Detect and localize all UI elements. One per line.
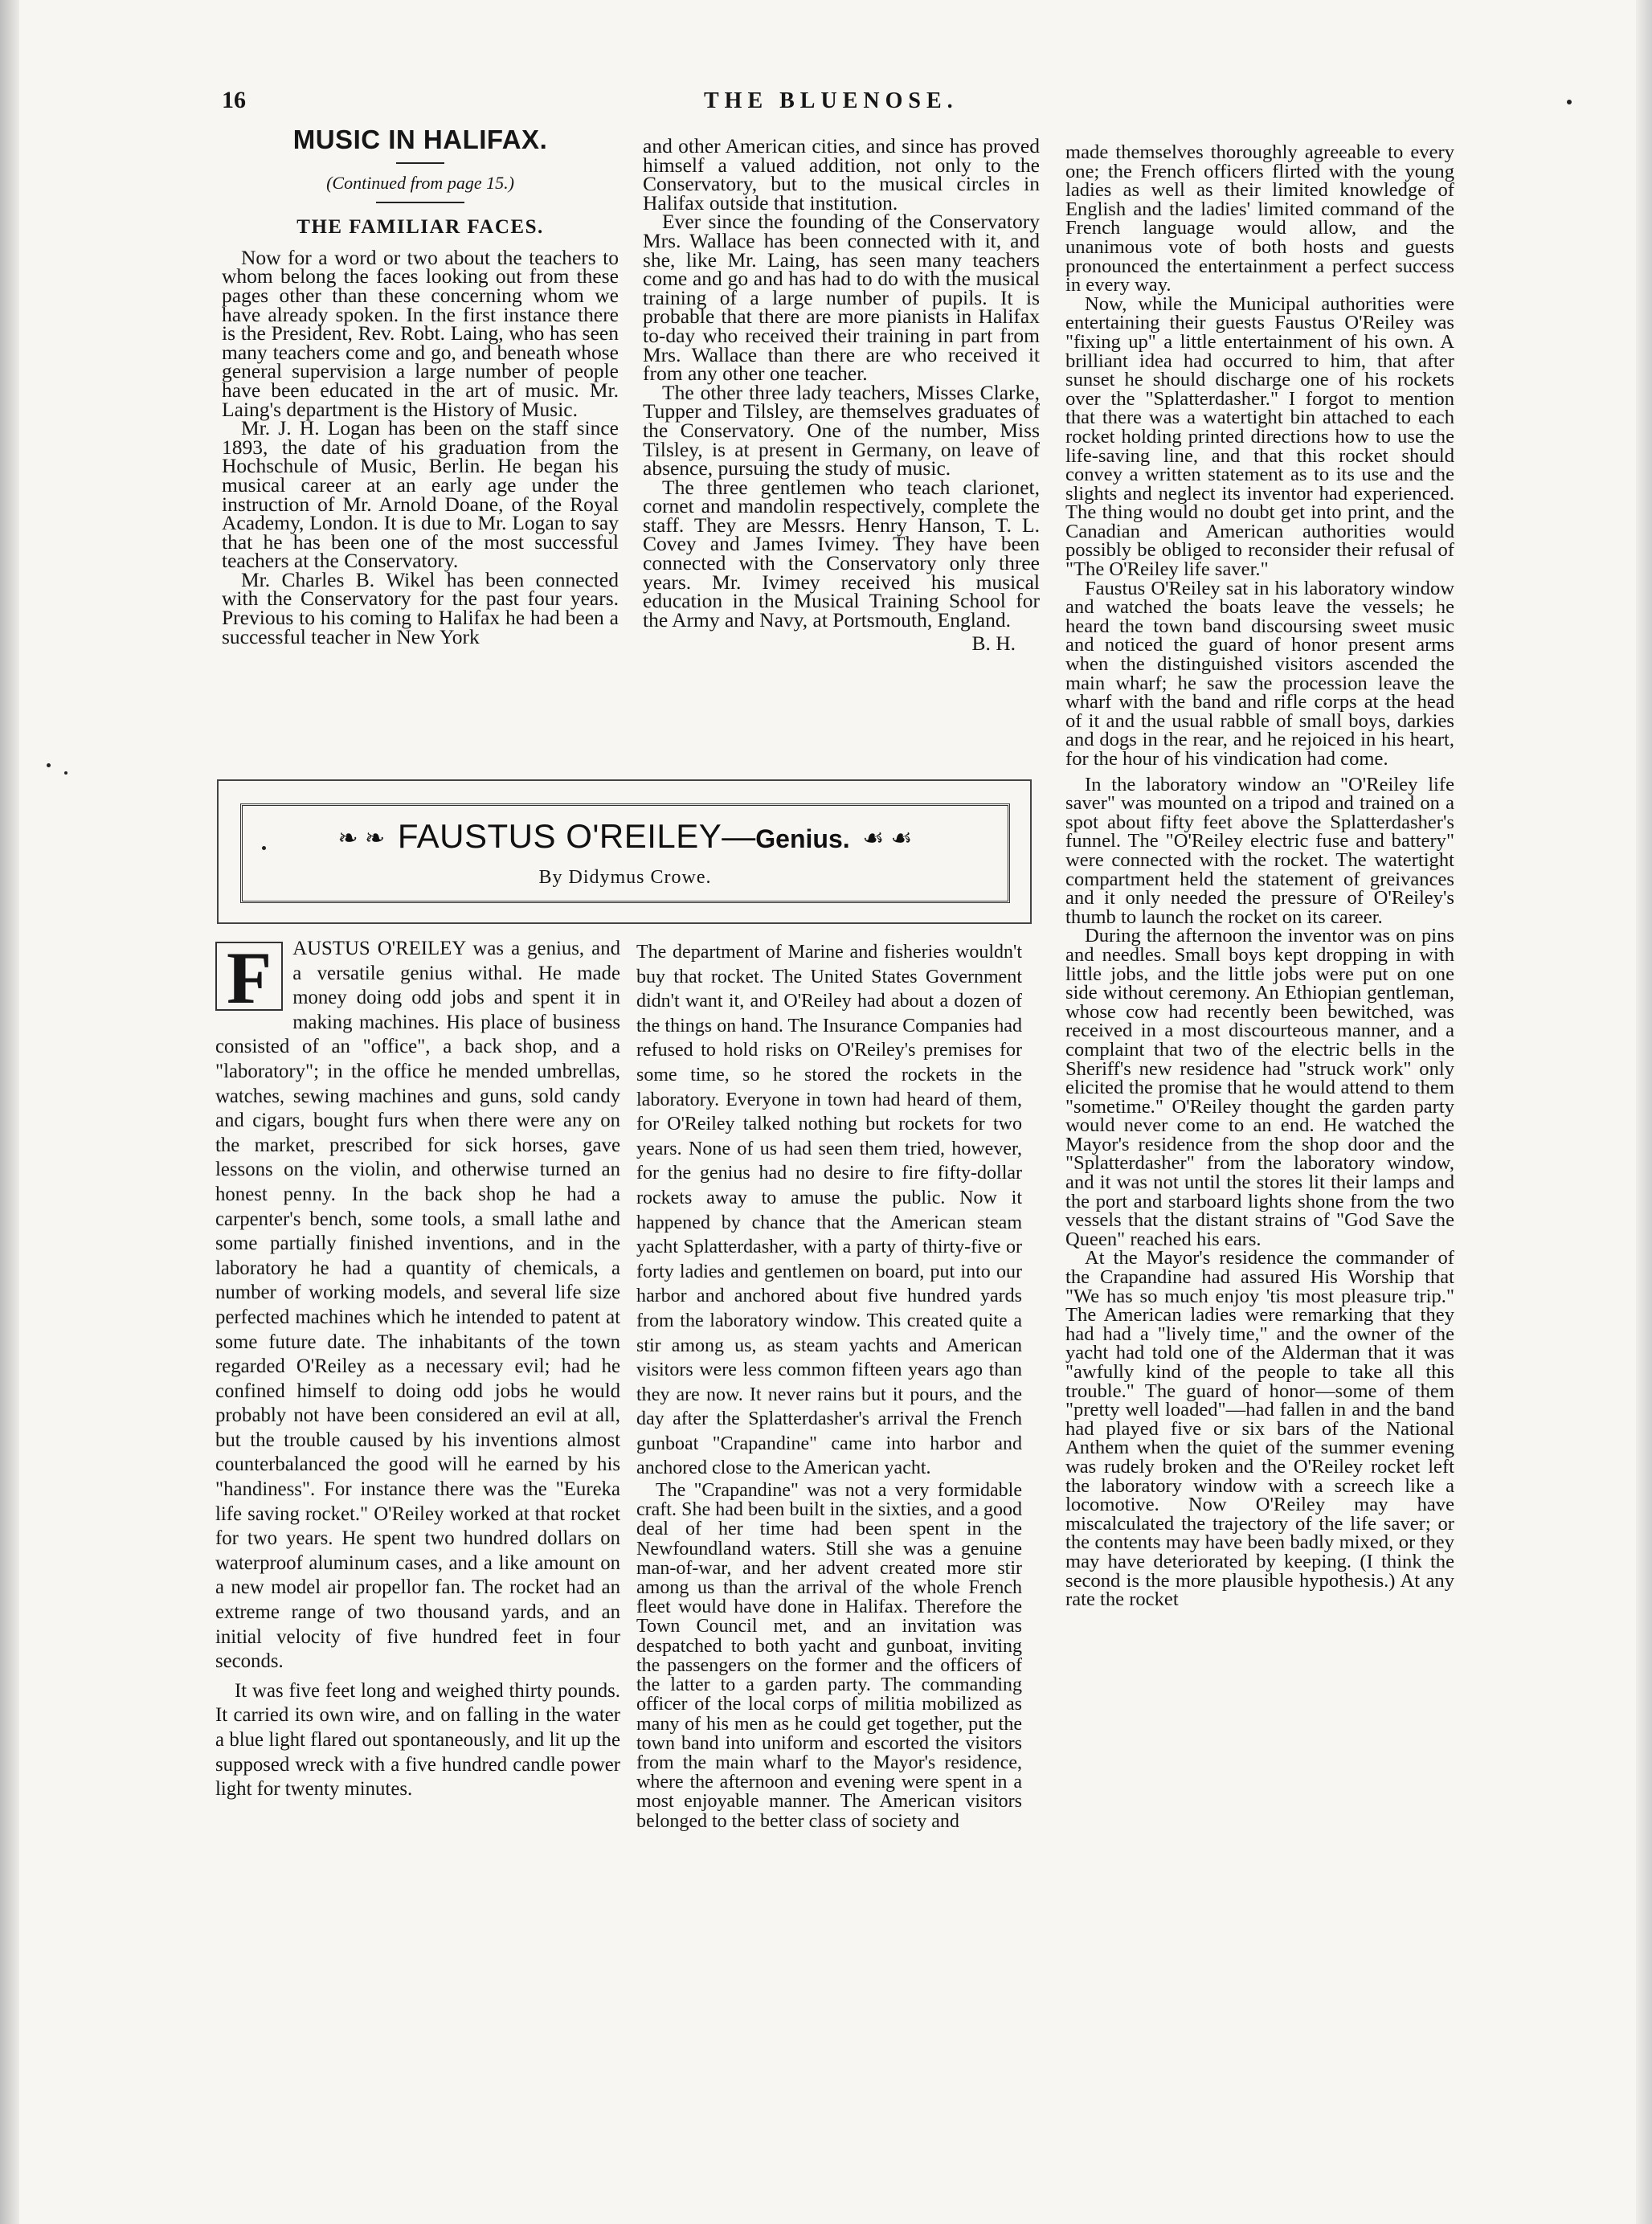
paragraph: Mr. Charles B. Wikel has been connected with the Conservatory for the past four years. Previous to his coming to Halifax he had been a successful teacher in New York: [222, 567, 619, 648]
byline: By Didymus Crowe.: [538, 867, 712, 888]
running-head: [222, 87, 1451, 119]
title-dash: —: [722, 817, 756, 855]
music-column-2: [643, 134, 1040, 656]
right-ornament-icon: ☙ ☙: [862, 825, 913, 852]
paragraph: Ever since the founding of the Conservatory Mrs. Wallace has been connected with it, and she, like Mr. Laing, has seen many teachers come and go and has had to do with the musical training of a large number of pupils. It is probable that there are more pianists in Halifax to-day who received their training in part from Mrs. Wallace than there are who received it from any other one teacher.: [643, 210, 1040, 386]
story-column-1: [215, 937, 620, 1802]
story-title-inner-frame: [240, 803, 1010, 903]
music-title: MUSIC IN HALIFAX.: [292, 125, 548, 154]
paragraph: The other three lady teachers, Misses Clarke, Tupper and Tilsley, are themselves graduates of the Conservatory. One of the number, Miss Tilsley, is at present in Germany, on leave of absence, pursuing the study of music.: [643, 380, 1040, 480]
paragraph: Faustus O'Reiley sat in his laboratory window and watched the boats leave the vessels; he heard the town band discoursing sweet music and noticed the guard of honor present arms when the distinguished visitors ascended the main wharf; he saw the procession leave the wharf with the band and rifle corps at the head of it and the usual rabble of small boys, darkies and dogs in the rear, and he rejoiced in his heart, for the hour of his vindication had come.: [1065, 577, 1454, 770]
scan-speck: [64, 771, 67, 775]
paragraph: Now for a word or two about the teachers to whom belong the faces looking out from these pages other than these concerning whom we have already spoken. In the first instance there is the President, Rev. Robt. Laing, who has seen many teachers come and go, and beneath whose general supervision a large number of people have been educated in the art of music. Mr. Laing's department is the History of Music.: [222, 245, 619, 421]
paragraph-text: AUSTUS O'REILEY was a genius, and a versatile genius withal. He made money doing odd jobs and spent it in making machines. His place of business consisted of an "office", a back shop, and a "laboratory"; in the office he mended umbrellas, watches, sewing machines and guns, sold candy and cigars, bought furs when there were any on the market, prescribed for sick horses, gave lessons on the violin, and otherwise turned an honest penny. In the back shop he had a carpenter's bench, some tools, a small lathe and some partially finished inventions, and in the laboratory he had a quantity of chemicals, a number of working models, and several life size perfected machines which he intended to patent at some future date. The inhabitants of the town regarded O'Reiley as a necessary evil; had he confined himself to doing odd jobs he would probably not have been considered an evil at all, but the trouble caused by his inventions almost counterbalanced the good will he earned by his "handiness". For instance there was the "Eureka life saving rocket." O'Reiley worked at that rocket for two years. He spent two hundred dollars on waterproof aluminum cases, and a like amount on a new model air propellor fan. The rocket had an extreme range of two thousand yards, and an initial velocity of five hundred feet in four seconds.: [215, 938, 620, 1673]
scan-speck: [47, 763, 51, 767]
paragraph: At the Mayor's residence the commander of the Crapandine had assured His Worship that "We has so much enjoy 'tis most pleasure trip." The American ladies were remarking that they had had a "lively time," and the owner of the yacht had told one of the Alderman that it was "awfully kind of the people to take all this trouble." The guard of honor—some of them "pretty well loaded"—had fallen in and the band had played five or six bars of the National Anthem when the quiet of the summer evening was rudely broken and the O'Reiley rocket left the laboratory window with a screech like a locomotive. Now O'Reiley may have miscalculated the trajectory of the life saver; or the contents may have been badly mixed, or they may have deteriorated by keeping. (I think the second is the more plausible hypothesis.) At any rate the rocket: [1065, 1247, 1454, 1611]
paragraph: [215, 937, 620, 1674]
story-title-name: FAUSTUS O'REILEY: [397, 817, 722, 855]
story-title-box: [217, 779, 1032, 924]
continued-note: (Continued from page 15.): [326, 172, 514, 193]
story-column-3: [1065, 143, 1454, 1609]
scan-shadow-left: [0, 0, 19, 2224]
continued-rule: [376, 202, 464, 203]
author-signature: B. H.: [971, 632, 1016, 656]
scan-speck: [1567, 100, 1572, 104]
left-ornament-icon: ❧ ❧: [337, 825, 386, 852]
paragraph: During the afternoon the inventor was on pins and needles. Small boys kept dropping in with little jobs, and the little jobs were put on one side without ceremony. An Ethiopian gentleman, whose cow had recently been bewitched, was received in a most discourteous manner, and a complaint that two of the electric bells in the Sheriff's new residence had "struck work" only elicited the promise that he would attend to them "sometime." O'Reiley thought the garden party would never come to an end. He watched the Mayor's residence from the shop door and the "Splatterdasher" from the laboratory window, and it was not until the stores lit their lamps and the port and starboard lights shone from the two vessels that the distant strains of "God Save the Queen" reached his ears.: [1065, 925, 1454, 1250]
paragraph: and other American cities, and since has proved himself a valued addition, not only to the Conservatory, but to the musical circles in Halifax outside that institution.: [643, 134, 1040, 215]
paragraph: made themselves thoroughly agreeable to every one; the French officers flirted with the young ladies as well as their limited knowledge of English and the ladies' limited command of the French language would allow, and the unanimous vote of both hosts and guests pronounced the entertainment a perfect success in every way.: [1065, 141, 1454, 296]
story-title-genius: Genius.: [755, 824, 850, 853]
scan-shadow-right: [1636, 0, 1652, 2224]
title-rule: [396, 162, 444, 164]
paragraph: It was five feet long and weighed thirty pounds. It carried its own wire, and on falling in the water a blue light flared out spontaneously, and lit up the supposed wreck with a five hundred candle power light for twenty minutes.: [215, 1679, 620, 1801]
section-heading: THE FAMILIAR FACES.: [296, 216, 544, 239]
story-column-2: [636, 940, 1022, 1831]
paragraph: The department of Marine and fisheries wouldn't buy that rocket. The United States Government didn't want it, and O'Reiley had about a dozen of the things on hand. The Insurance Companies had refused to hold risks on O'Reiley's premises for some time, so he stored the rockets in the laboratory. Everyone in town had heard of them, for O'Reiley talked nothing but rockets for two years. None of us had seen them tried, however, for the genius had no desire to fire fifty-dollar rockets away to amuse the public. Now it happened by chance that the American steam yacht Splatterdasher, with a party of thirty-five or forty ladies and gentlemen on board, put into our harbor and anchored about five hundred yards from the laboratory window. This created quite a stir among us, as steam yachts and American visitors were less common fifteen years ago than they are now. It never rains but it pours, and the day after the Splatterdasher's arrival the French gunboat "Crapandine" came into harbor and anchored close to the American yacht.: [636, 942, 1022, 1479]
paragraph: In the laboratory window an "O'Reiley life saver" was mounted on a tripod and trained on a spot about fifty feet above the Splatterdasher's funnel. The "O'Reiley electric fuse and battery" were connected with the rocket. The watertight compartment held the statement of greivances and it only needed the pressure of O'Reiley's thumb to launch the rocket on its career.: [1065, 773, 1454, 928]
drop-cap: F: [215, 942, 283, 1011]
story-title: [243, 817, 1008, 856]
music-column-1: [222, 125, 619, 648]
paragraph: The three gentlemen who teach clarionet, cornet and mandolin respectively, complete the staff. They are Messrs. Henry Hanson, T. L. Covey and James Ivimey. They have been connected with the Conservatory only three years. Mr. Ivimey received his musical education in the Musical Training School for the Army and Navy, at Portsmouth, England.: [643, 475, 1040, 632]
paragraph: Now, while the Municipal authorities were entertaining their guests Faustus O'Reiley was "fixing up" a little entertainment of his own. A brilliant idea had occurred to him, that after sunset he should discharge one of his rockets over the "Splatterdasher." I forgot to mention that there was a watertight bin attached to each rocket holding printed directions how to use the life-saving line, and that this rocket should convey a written statement as to its use and the slights and neglect its inventor had experienced. The thing would no doubt get into print, and the Canadian and American authorities would possibly be obliged to reconsider their refusal of "The O'Reiley life saver.": [1065, 292, 1454, 581]
journal-title: THE BLUENOSE.: [704, 88, 959, 113]
paragraph: The "Crapandine" was not a very formidable craft. She had been built in the sixties, and a good deal of her time had been spent in the Newfoundland waters. Still she was a genuine man-of-war, and her advent created more stir among us than the arrival of the whole French fleet would have done in Halifax. Therefore the Town Council met, and an invitation was despatched to both yacht and gunboat, inviting the passengers on the former and the officers of the latter to a garden party. The commanding officer of the local corps of militia mobilized as many of his men as he could get together, put the town band into uniform and escorted the visitors from the main wharf to the Mayor's residence, where the afternoon and evening were spent in a most enjoyable manner. The American visitors belonged to the better class of society and: [636, 1480, 1022, 1832]
page-number: 16: [222, 87, 246, 113]
paragraph: Mr. J. H. Logan has been on the staff since 1893, the date of his graduation from the Hochschule of Music, Berlin. He began his musical career at an early age under the instruction of Mr. Arnold Doane, of the Royal Academy, London. It is due to Mr. Logan to say that he has been one of the most successful teachers at the Conservatory.: [222, 416, 619, 573]
